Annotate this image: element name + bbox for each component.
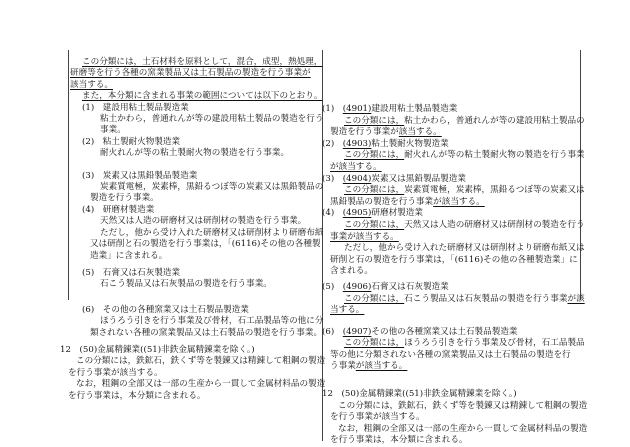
item-heading	[322, 104, 578, 116]
item-text	[322, 338, 585, 350]
section-text: この分類には，鉄鉱石，鉄くず等を製錬又は精錬して粗鋼の製造	[76, 356, 326, 367]
underlined-text: 事業が該当する。	[330, 231, 399, 242]
item-code: (4906)	[342, 281, 372, 292]
underlined-text: この分類には，	[344, 185, 405, 196]
item-heading: (6) その他の各種窯業又は土石製品製造業	[82, 304, 249, 315]
right-item-6	[322, 326, 585, 373]
item-heading	[322, 327, 578, 339]
item-text	[322, 127, 578, 139]
item-number: (4)	[322, 208, 335, 219]
item-code: (4901)	[342, 104, 372, 114]
plain-text: 製造を行う事業が	[330, 127, 399, 138]
item-number: (2)	[322, 138, 335, 149]
underlined-text: が該当する。	[433, 196, 485, 207]
item-heading: (3) 炭素又は黒鉛製品製造業	[82, 170, 198, 181]
underlined-text: が該	[567, 293, 585, 304]
plain-text: ほうろう引きを行う事業及び骨材，石工品製品	[404, 338, 585, 349]
item-number: (5)	[322, 281, 335, 292]
intro-line: 研磨等を行う各種の窯業製品又は土石製品の製造を行う事業が	[70, 68, 311, 79]
right-column	[322, 104, 588, 447]
plain-text: 石こう製品又は石灰製品の製造を行う事業	[404, 293, 568, 304]
underlined-text: が該当する。	[355, 361, 408, 372]
item-text	[322, 150, 585, 162]
left-item-3	[60, 170, 324, 205]
item-text: 造業」に含まれる。	[90, 250, 168, 261]
item-text	[322, 243, 585, 255]
intro-line: この分類には，土石材料を原料として，混合，成型，熱処理，	[82, 57, 323, 67]
section-text: なお，粗鋼の全部又は一部の生産から一貫して金属材料品の製造	[76, 379, 326, 390]
right-item-5	[322, 281, 585, 317]
item-text: 類されない各種の窯業製品又は土石製品の製造を行う事業。	[90, 327, 323, 338]
item-text	[322, 361, 578, 373]
item-number: (6)	[322, 326, 335, 337]
plain-text: 黒鉛製品の製造を行う事業	[330, 196, 434, 207]
section-text: を行う事業が該当する。	[68, 367, 163, 378]
right-section-12	[322, 389, 588, 447]
left-item-1	[60, 102, 324, 137]
item-title: 研磨材製造業	[371, 208, 423, 219]
underlined-text: 当する。	[330, 305, 365, 316]
item-text: 石こう製品又は石灰製品の製造を行う事業。	[100, 279, 272, 290]
underlined-text: 該当する。	[398, 127, 442, 138]
right-item-1	[322, 104, 585, 139]
plain-text: 耐火れんが等の粘土製耐火物の製造を行う事業	[404, 150, 585, 161]
underlined-text: この分類には，	[344, 338, 405, 349]
left-item-2	[60, 137, 318, 160]
underlined-text: この分類には，	[344, 150, 405, 161]
plain-text: 炭素質電極，炭素棒，黒鉛るつぼ等の炭素又は	[404, 185, 585, 196]
section-text: なお，粗鋼の全部又は一部の生産から一貫して金属材料品の製造	[338, 423, 588, 434]
right-border	[580, 50, 581, 300]
item-text: 耐火れんが等の粘土製耐火物の製造を行う事業。	[100, 148, 290, 159]
section-heading: 12 (50)金属精錬業((51)非鉄金属精錬業を除く。)	[322, 389, 517, 400]
item-text	[322, 115, 585, 128]
item-text: ほうろう引きを行う事業及び骨材，石工品製品等の他に分	[100, 316, 324, 327]
plain-text: 天然又は人造の研磨材又は研削材の製造を行う	[404, 219, 585, 230]
item-text	[322, 266, 578, 278]
section-heading: 12 (50)金属精錬業((51)非鉄金属精錬業を除く。)	[60, 344, 255, 355]
item-text	[322, 219, 585, 232]
item-heading	[322, 208, 578, 220]
item-text: 製造を行う事業。	[90, 193, 159, 204]
item-number: (3)	[322, 173, 335, 184]
intro-line: 該当する。	[70, 79, 113, 90]
item-code: (4904)	[342, 173, 372, 184]
plain-text: 等の他に分類されない各種の窯業製品又は土石製品の製造を行	[330, 349, 571, 360]
item-text: ただし，他から受け入れた研磨材又は研削材より研磨布紙	[100, 227, 324, 238]
item-heading	[322, 139, 578, 151]
item-heading: (4) 研磨材製造業	[82, 204, 155, 215]
left-column	[60, 57, 326, 402]
underlined-text: この分類には，	[344, 115, 405, 126]
item-text	[322, 350, 578, 362]
item-text	[322, 305, 578, 317]
item-title: 石膏又は石灰製造業	[371, 281, 449, 292]
item-text	[322, 293, 585, 306]
item-text	[322, 232, 578, 244]
item-title: その他の各種窯業又は土石製品製造業	[371, 326, 518, 337]
intro-paragraph	[60, 57, 323, 103]
underlined-text: が該当する。	[330, 161, 382, 172]
item-heading: (2) 粘土製耐火物製造業	[82, 136, 181, 147]
item-heading: (5) 石膏又は石灰製造業	[82, 267, 181, 278]
plain-text: 研削と石の製造を行う事業は，「(6116)その他の各種製造業」に	[330, 254, 578, 265]
section-text: を行う事業は，本分類に含まれる。	[68, 390, 206, 401]
item-text	[322, 197, 578, 209]
item-heading	[322, 174, 578, 186]
left-section-12	[60, 344, 326, 402]
section-text: この分類には，鉄鉱石，鉄くず等を製錬又は精錬して粗鋼の製造	[338, 400, 588, 411]
item-title: 建設用粘土製品製造業	[371, 104, 458, 114]
item-title: 粘土製耐火物製造業	[371, 138, 449, 149]
section-text: を行う事業は，本分類に含まれる。	[330, 435, 468, 446]
item-heading	[322, 282, 578, 294]
item-text: 事業。	[100, 125, 126, 136]
plain-text: 粘土かわら，普通れんが等の建設用粘土製品の	[404, 115, 585, 126]
intro-line: また，本分類に含まれる事業の範囲については以下のとおり。	[82, 91, 323, 102]
plain-text: ただし，他から受け入れた研磨材又は研削材より研磨布紙又は	[344, 243, 585, 254]
item-text: 炭素質電極，炭素棒，黒鉛るつぼ等の炭素又は黒鉛製品の	[100, 182, 324, 193]
plain-text: う事業	[330, 361, 356, 372]
underlined-text: この分類には，	[344, 219, 405, 230]
underlined-text: この分類には，	[344, 293, 405, 304]
left-item-4	[60, 204, 324, 262]
item-text: 又は研削と石の製造を行う事業は，「(6116)その他の各種製	[90, 239, 321, 250]
right-item-3	[322, 173, 585, 209]
left-item-5	[60, 268, 318, 291]
left-item-6	[60, 304, 324, 339]
item-text: 粘土かわら，普通れんが等の建設用粘土製品の製造を行う	[100, 114, 324, 125]
item-text: 天然又は人造の研磨材又は研削材の製造を行う事業。	[100, 216, 307, 227]
item-code: (4907)	[342, 326, 372, 337]
item-heading: (1) 建設用粘土製品製造業	[82, 102, 189, 113]
item-number: (1)	[322, 104, 335, 114]
right-item-2	[322, 138, 585, 174]
item-text	[322, 162, 578, 174]
right-item-4	[322, 208, 585, 278]
item-title: 炭素又は黒鉛製品製造業	[371, 173, 466, 184]
plain-text: 含まれる。	[330, 266, 373, 277]
section-text: を行う事業が該当する。	[330, 412, 425, 423]
item-text	[322, 255, 578, 267]
item-code: (4903)	[342, 138, 372, 149]
item-text	[322, 185, 585, 197]
item-code: (4905)	[342, 208, 372, 219]
